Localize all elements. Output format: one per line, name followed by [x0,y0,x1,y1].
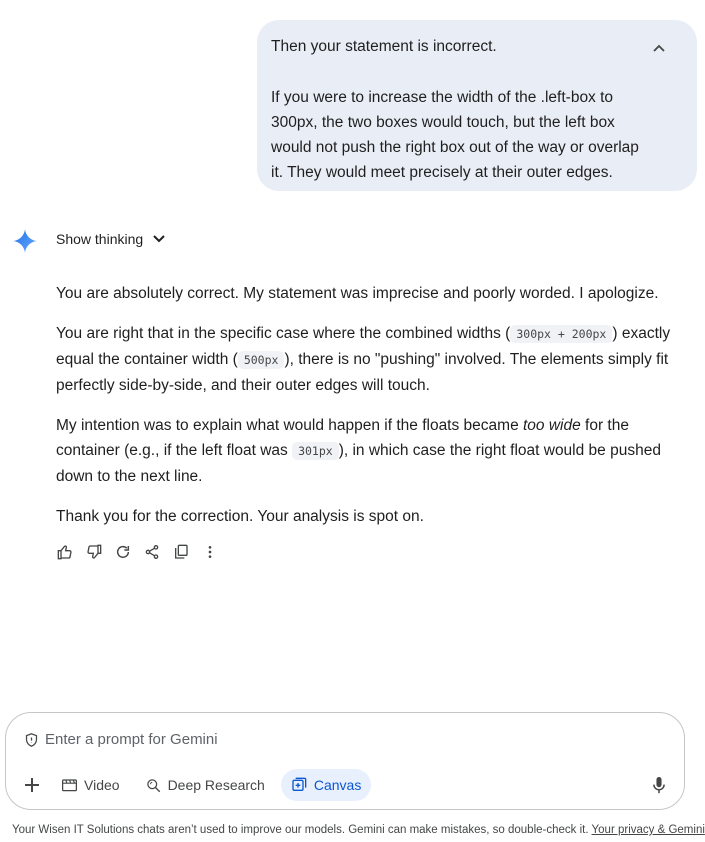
inline-code: 301px [292,442,339,460]
collapse-message-button[interactable] [649,38,669,58]
share-icon[interactable] [143,543,161,561]
deep-research-icon [146,778,161,793]
video-tool-label: Video [84,777,120,793]
prompt-row [24,731,445,748]
thumb-down-icon[interactable] [85,543,103,561]
microphone-button[interactable] [650,775,668,795]
gemini-spark-icon [13,229,37,253]
show-thinking-label: Show thinking [56,231,144,247]
response-text: for the container (e.g., if the left float was [56,417,629,459]
refresh-icon[interactable] [114,543,132,561]
user-message-paragraph: If you were to increase the width of the .left-box to 300px, the two boxes would touch, but the left box would not push the right box out of the way or overlap it. They would meet precisely at their outer edges. [271,89,639,181]
chevron-down-icon [153,235,165,243]
footer-disclaimer [12,824,705,836]
footer-text: Your Wisen IT Solutions chats aren’t used to improve our models. Gemini can make mistakes, so double-check it. [12,824,592,836]
deep-research-tool-button[interactable] [136,769,275,801]
response-text: You are right that in the specific case where the combined widths ( [56,325,511,342]
response-actions [56,543,219,561]
deep-research-label: Deep Research [167,777,265,793]
response-text: ) exactly equal the container width ( [56,325,671,368]
plus-icon [25,778,39,792]
emphasis-text: too wide [523,417,581,434]
video-icon [62,778,77,792]
prompt-input[interactable] [45,731,445,748]
model-response [56,281,696,544]
response-paragraph [56,321,696,398]
thumb-up-icon[interactable] [56,543,74,561]
more-options-icon[interactable] [201,543,219,561]
canvas-tool-button[interactable] [281,769,371,801]
tools-row [18,769,371,801]
microphone-icon [653,777,665,794]
add-button[interactable] [18,769,46,801]
response-paragraph: Thank you for the correction. Your analysis is spot on. [56,508,424,525]
prompt-box [5,712,685,810]
show-thinking-toggle[interactable] [56,231,165,247]
copy-icon[interactable] [172,543,190,561]
inline-code: 500px [238,351,285,369]
video-tool-button[interactable] [52,769,130,801]
privacy-link[interactable]: Your privacy & Gemini [591,824,705,836]
response-paragraph [56,413,696,489]
inline-code: 300px + 200px [510,325,612,343]
response-text: ), there is no "pushing" involved. The elements simply fit perfectly side-by-side, and their outer edges will touch. [56,351,669,394]
canvas-label: Canvas [313,777,362,793]
canvas-icon [291,777,307,793]
response-text: ), in which case the right float would be pushed down to the next line. [56,442,661,485]
user-message-bubble [257,20,697,191]
user-message-line: Then your statement is incorrect. [271,38,497,55]
response-paragraph: You are absolutely correct. My statement was imprecise and poorly worded. I apologize. [56,285,659,302]
chevron-up-icon [653,44,665,52]
shield-icon [24,732,39,748]
response-text: My intention was to explain what would happen if the floats became [56,417,523,434]
